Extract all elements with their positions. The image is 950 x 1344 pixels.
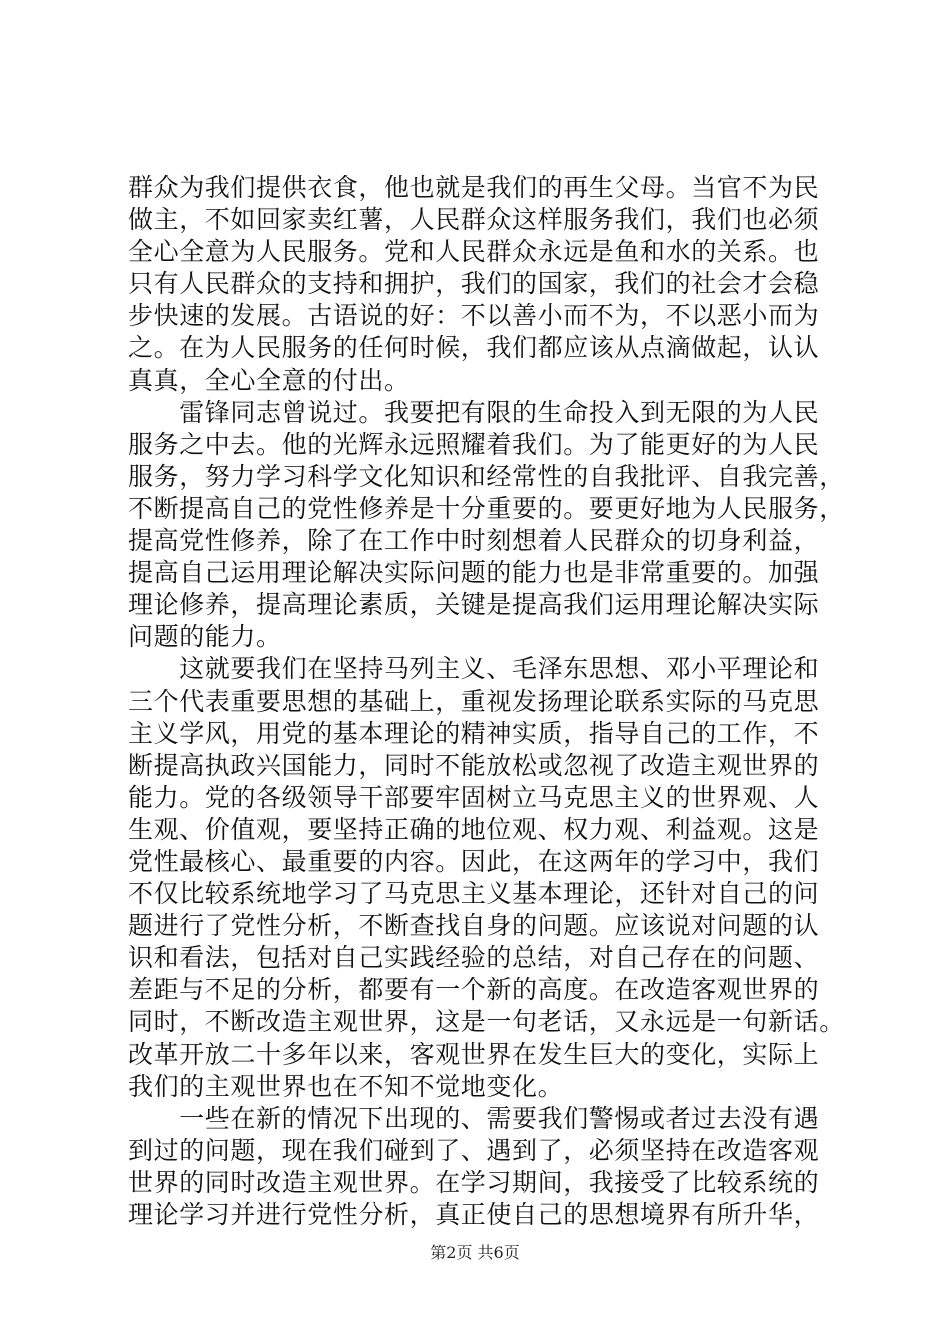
document-body — [128, 172, 845, 1231]
text-line: 差距与不足的分析，都要有一个新的高度。在改造客观世界的 — [128, 975, 820, 1005]
text-line: 群众为我们提供衣食，他也就是我们的再生父母。当官不为民 — [128, 173, 820, 202]
page-footer — [0, 1243, 950, 1263]
text-line: 之。在为人民服务的任何时候，我们都应该从点滴做起，认认 — [128, 333, 820, 363]
text-line: 主义学风，用党的基本理论的精神实质，指导自己的工作，不 — [128, 718, 820, 748]
text-line: 改革开放二十多年以来，客观世界在发生巨大的变化，实际上 — [128, 1039, 820, 1069]
text-line: 雷锋同志曾说过。我要把有限的生命投入到无限的为人民 — [128, 397, 820, 427]
text-line: 理论修养，提高理论素质，关键是提高我们运用理论解决实际 — [128, 590, 820, 620]
text-line: 到过的问题，现在我们碰到了、遇到了，必须坚持在改造客观 — [128, 1135, 820, 1165]
text-line: 题进行了党性分析，不断查找自身的问题。应该说对问题的认 — [128, 911, 820, 941]
text-line: 服务，努力学习科学文化知识和经常性的自我批评、自我完善， — [128, 461, 845, 491]
text-line: 理论学习并进行党性分析，真正使自己的思想境界有所升华， — [128, 1200, 820, 1229]
text-line: 能力。党的各级领导干部要牢固树立马克思主义的世界观、人 — [128, 782, 820, 812]
text-line: 提高自己运用理论解决实际问题的能力也是非常重要的。加强 — [128, 558, 820, 588]
text-line: 一些在新的情况下出现的、需要我们警惕或者过去没有遇 — [128, 1103, 820, 1133]
text-line: 同时，不断改造主观世界，这是一句老话，又永远是一句新话。 — [128, 1007, 845, 1037]
text-line: 全心全意为人民服务。党和人民群众永远是鱼和水的关系。也 — [128, 237, 820, 267]
page-number-label: 第2页 共6页 — [430, 1243, 520, 1262]
text-line: 只有人民群众的支持和拥护，我们的国家，我们的社会才会稳 — [128, 269, 820, 299]
text-line: 三个代表重要思想的基础上，重视发扬理论联系实际的马克思 — [128, 686, 820, 716]
text-line: 提高党性修养，除了在工作中时刻想着人民群众的切身利益， — [128, 526, 820, 556]
text-line: 这就要我们在坚持马列主义、毛泽东思想、邓小平理论和 — [128, 654, 820, 684]
text-line: 世界的同时改造主观世界。在学习期间，我接受了比较系统的 — [128, 1167, 820, 1197]
text-line: 服务之中去。他的光辉永远照耀着我们。为了能更好的为人民 — [128, 429, 820, 459]
text-line: 我们的主观世界也在不知不觉地变化。 — [128, 1071, 564, 1101]
text-line: 断提高执政兴国能力，同时不能放松或忽视了改造主观世界的 — [128, 750, 820, 780]
text-line: 生观、价值观，要坚持正确的地位观、权力观、利益观。这是 — [128, 814, 820, 844]
text-line: 步快速的发展。古语说的好：不以善小而不为，不以恶小而为 — [128, 301, 820, 331]
text-line: 做主，不如回家卖红薯，人民群众这样服务我们，我们也必须 — [128, 205, 820, 235]
text-line: 不仅比较系统地学习了马克思主义基本理论，还针对自己的问 — [128, 879, 820, 909]
text-line: 真真，全心全意的付出。 — [128, 365, 410, 395]
text-line: 识和看法，包括对自己实践经验的总结，对自己存在的问题、 — [128, 943, 820, 973]
text-line: 问题的能力。 — [128, 622, 282, 652]
text-line: 不断提高自己的党性修养是十分重要的。要更好地为人民服务， — [128, 493, 845, 523]
text-line: 党性最核心、最重要的内容。因此，在这两年的学习中，我们 — [128, 846, 820, 876]
